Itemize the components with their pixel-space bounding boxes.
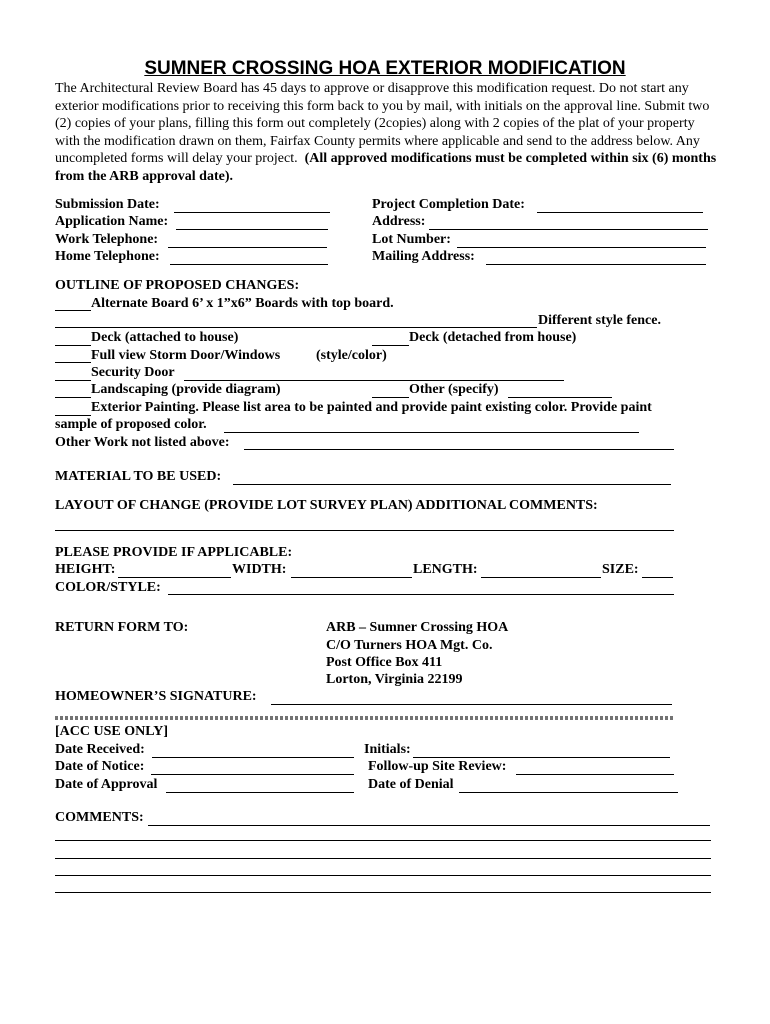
comments-line-5[interactable] [55,892,711,893]
different-fence-check[interactable] [55,327,537,328]
comments-line-4[interactable] [55,875,711,876]
return-form-label: RETURN FORM TO: [55,620,189,635]
comments-line-1[interactable] [148,825,710,826]
return-address-line-2: C/O Turners HOA Mgt. Co. [326,638,493,653]
deck-attached-label: Deck (attached to house) [91,330,239,345]
return-address-line-3: Post Office Box 411 [326,655,443,670]
comments-line-2[interactable] [55,840,711,841]
address-field[interactable] [429,229,708,230]
height-field[interactable] [118,577,231,578]
comments-label: COMMENTS: [55,810,144,825]
other-work-field[interactable] [244,449,674,450]
security-door-check[interactable] [55,380,91,381]
deck-detached-check[interactable] [372,345,409,346]
signature-field[interactable] [271,704,672,705]
mailing-address-label: Mailing Address: [372,249,475,264]
different-fence-label: Different style fence. [538,313,661,328]
sample-color-label: sample of proposed color. [55,417,207,432]
separator-line [55,716,675,720]
date-approval-label: Date of Approval [55,777,158,792]
other-specify-field[interactable] [508,397,612,398]
size-label: SIZE: [602,562,639,577]
mailing-address-field[interactable] [486,264,706,265]
form-title: SUMNER CROSSING HOA EXTERIOR MODIFICATION [144,58,626,79]
width-field[interactable] [291,577,412,578]
security-door-label: Security Door [91,365,175,380]
layout-comments-field[interactable] [55,530,674,531]
return-address-line-4: Lorton, Virginia 22199 [326,672,463,687]
date-denial-field[interactable] [459,792,678,793]
intro-paragraph [55,80,720,185]
storm-door-label: Full view Storm Door/Windows [91,348,281,363]
dimensions-heading: PLEASE PROVIDE IF APPLICABLE: [55,545,293,560]
size-field[interactable] [642,577,673,578]
signature-label: HOMEOWNER’S SIGNATURE: [55,689,257,704]
other-specify-label: Other (specify) [409,382,499,397]
lot-number-label: Lot Number: [372,232,451,247]
length-field[interactable] [481,577,601,578]
landscaping-check[interactable] [55,397,91,398]
exterior-painting-label: Exterior Painting. Please list area to be painted and provide paint existing color. Provide paint [91,400,652,415]
intro-text: The Architectural Review Board has 45 days to approve or disapprove this modification request. Do not start any exterior modifications prior to receiving this form back to you by mail, with initials on the approval line. Submit two (2) copies of your plans, filling this form out completely (2copies) along with 2 copies of the plat of your property with the modification drawn on them, Fairfax County permits where applicable and send to the address below. Any uncompleted forms will delay your project. [55,81,710,166]
layout-label: LAYOUT OF CHANGE (PROVIDE LOT SURVEY PLAN) ADDITIONAL COMMENTS: [55,498,598,513]
date-denial-label: Date of Denial [368,777,454,792]
alternate-board-check[interactable] [55,310,91,311]
application-name-field[interactable] [176,229,328,230]
color-style-label: COLOR/STYLE: [55,580,161,595]
lot-number-field[interactable] [457,247,706,248]
color-style-field[interactable] [168,594,674,595]
address-label: Address: [372,214,426,229]
initials-label: Initials: [364,742,411,757]
alternate-board-label: Alternate Board 6’ x 1”x6” Boards with top board. [91,296,394,311]
landscaping-label: Landscaping (provide diagram) [91,382,281,397]
work-telephone-field[interactable] [168,247,327,248]
intro-bold-note: (All approved modifications must be completed within six (6) months from the ARB approval date). [55,151,717,184]
followup-label: Follow-up Site Review: [368,759,507,774]
project-completion-label: Project Completion Date: [372,197,525,212]
work-telephone-label: Work Telephone: [55,232,159,247]
outline-heading: OUTLINE OF PROPOSED CHANGES: [55,278,300,293]
width-label: WIDTH: [232,562,287,577]
date-received-field[interactable] [152,757,354,758]
date-received-label: Date Received: [55,742,145,757]
height-label: HEIGHT: [55,562,116,577]
date-notice-label: Date of Notice: [55,759,145,774]
home-telephone-field[interactable] [170,264,328,265]
comments-line-3[interactable] [55,858,711,859]
project-completion-field[interactable] [537,212,703,213]
return-address-line-1: ARB – Sumner Crossing HOA [326,620,509,635]
date-notice-field[interactable] [151,774,354,775]
date-approval-field[interactable] [166,792,354,793]
material-field[interactable] [233,484,671,485]
sample-color-field[interactable] [224,432,639,433]
storm-door-check[interactable] [55,362,91,363]
home-telephone-label: Home Telephone: [55,249,160,264]
material-label: MATERIAL TO BE USED: [55,469,222,484]
followup-field[interactable] [516,774,674,775]
submission-date-label: Submission Date: [55,197,160,212]
other-specify-check[interactable] [372,397,409,398]
length-label: LENGTH: [413,562,478,577]
style-color-label: (style/color) [316,348,387,363]
deck-attached-check[interactable] [55,345,91,346]
submission-date-field[interactable] [174,212,330,213]
deck-detached-label: Deck (detached from house) [409,330,577,345]
application-name-label: Application Name: [55,214,169,229]
acc-heading: [ACC USE ONLY] [55,724,169,739]
other-work-label: Other Work not listed above: [55,435,230,450]
